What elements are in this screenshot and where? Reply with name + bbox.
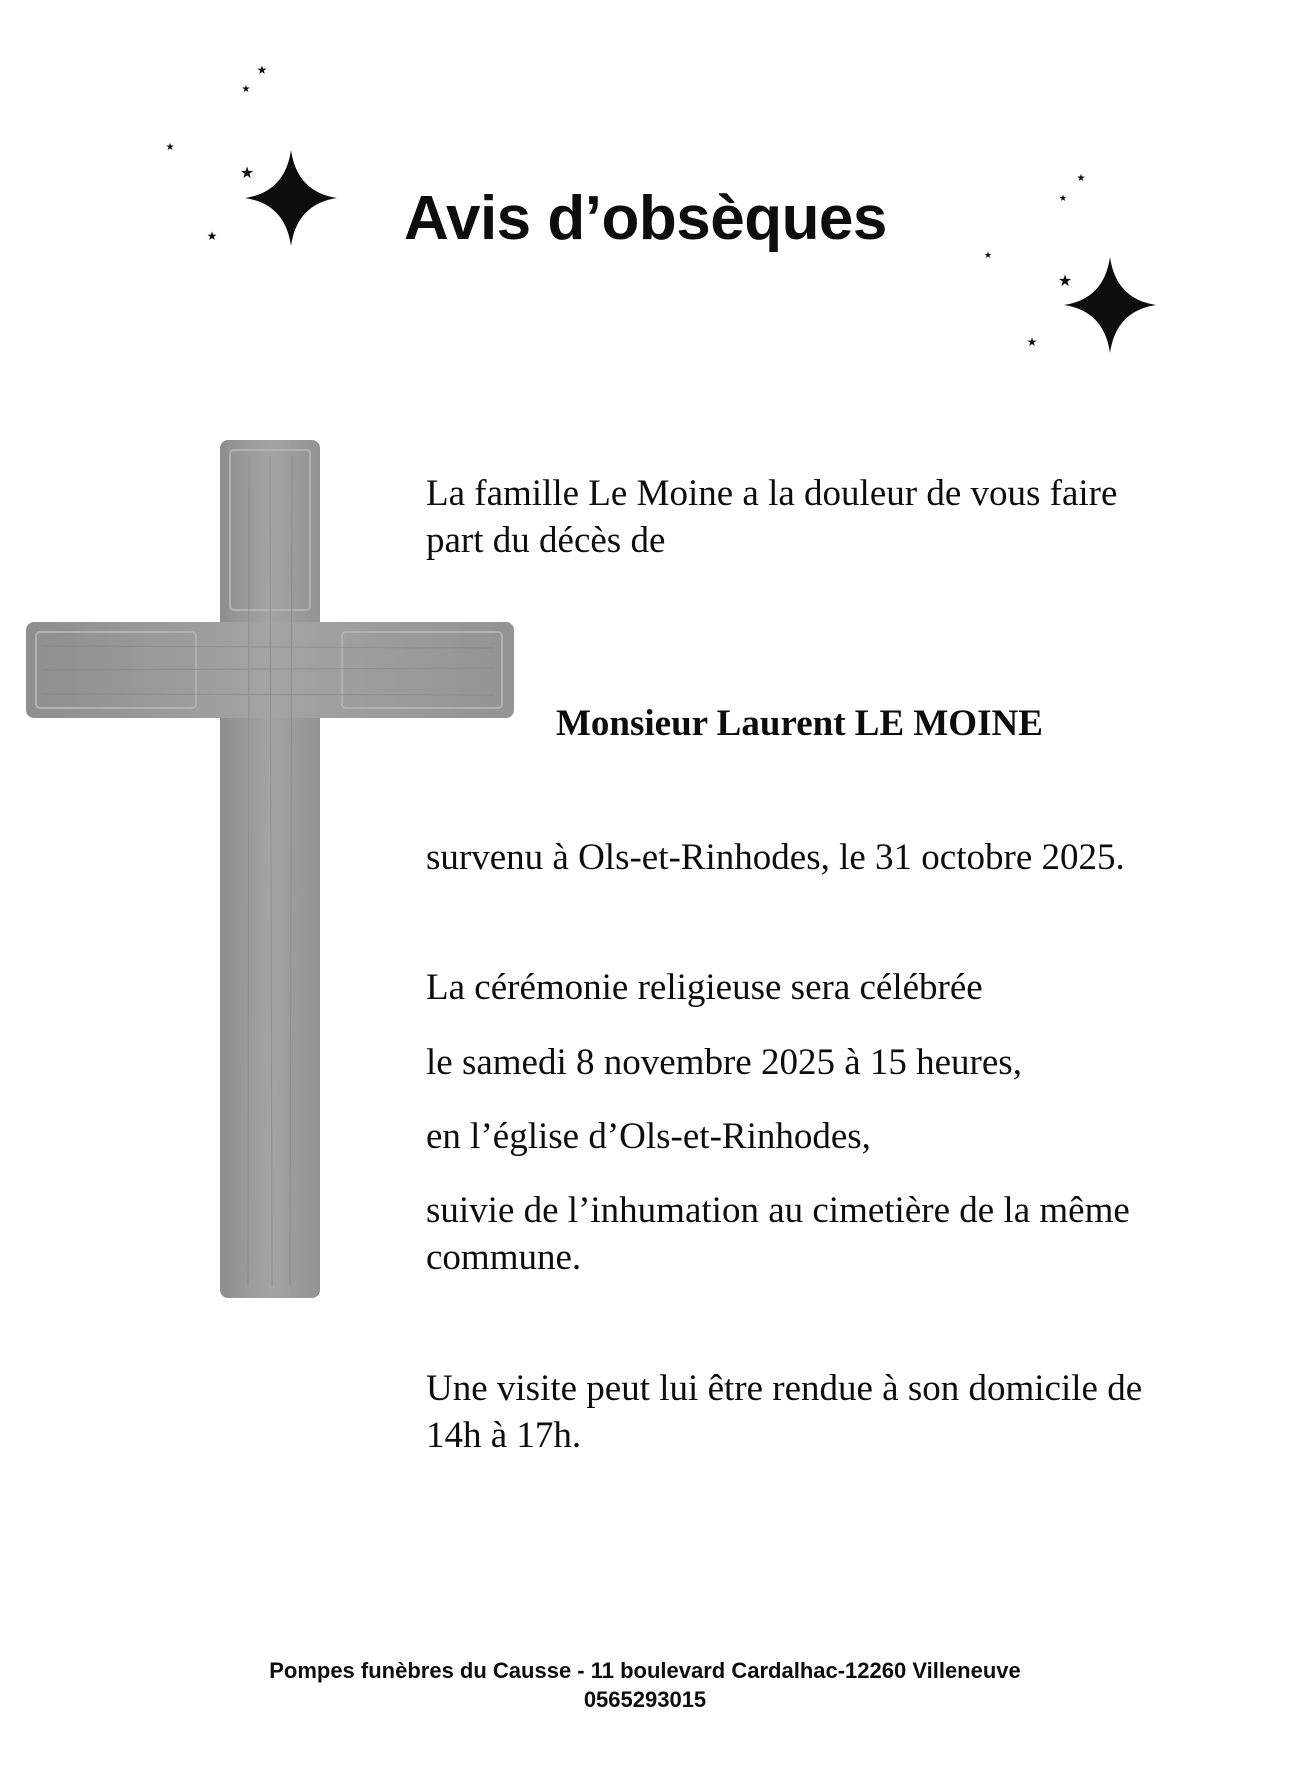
small-star-icon: ★ xyxy=(1076,173,1086,184)
visit-line-2: 14h à 17h. xyxy=(426,1415,582,1456)
burial-text xyxy=(426,1187,1246,1281)
burial-line-1: suivie de l’inhumation au cimetière de la même xyxy=(426,1190,1130,1231)
ceremony-line-1: La cérémonie religieuse sera célébrée xyxy=(426,967,983,1008)
intro-line-2: part du décès de xyxy=(426,520,666,561)
page-title: Avis d’obsèques xyxy=(404,184,887,253)
small-star-icon: ★ xyxy=(1057,271,1073,290)
small-star-icon: ★ xyxy=(983,251,993,261)
death-place-date: survenu à Ols-et-Rinhodes, le 31 octobre 2025. xyxy=(426,837,1125,878)
intro-text xyxy=(426,470,1246,564)
visit-text xyxy=(426,1365,1246,1459)
small-star-icon: ★ xyxy=(239,163,255,182)
intro-line-1: La famille Le Moine a la douleur de vous faire xyxy=(426,473,1118,514)
small-star-icon: ★ xyxy=(256,63,268,77)
small-star-icon: ★ xyxy=(241,84,251,95)
small-star-icon: ★ xyxy=(1026,335,1038,349)
sparkle-right-icon xyxy=(1064,257,1156,353)
footer-phone: 0565293015 xyxy=(583,1687,707,1712)
footer-company-address: Pompes funèbres du Causse - 11 boulevard Cardalhac-12260 Villeneuve xyxy=(269,1658,1021,1683)
ceremony-line-2: le samedi 8 novembre 2025 à 15 heures, xyxy=(426,1042,1022,1083)
small-star-icon: ★ xyxy=(1058,194,1068,204)
small-star-icon: ★ xyxy=(206,229,218,243)
footer xyxy=(0,1656,1290,1714)
sparkle-left-icon xyxy=(245,150,337,246)
burial-line-2: commune. xyxy=(426,1237,582,1278)
small-star-icon: ★ xyxy=(165,142,175,153)
ceremony-line-3: en l’église d’Ols-et-Rinhodes, xyxy=(426,1116,871,1157)
visit-line-1: Une visite peut lui être rendue à son domicile de xyxy=(426,1368,1143,1409)
deceased-name: Monsieur Laurent LE MOINE xyxy=(556,703,1043,744)
